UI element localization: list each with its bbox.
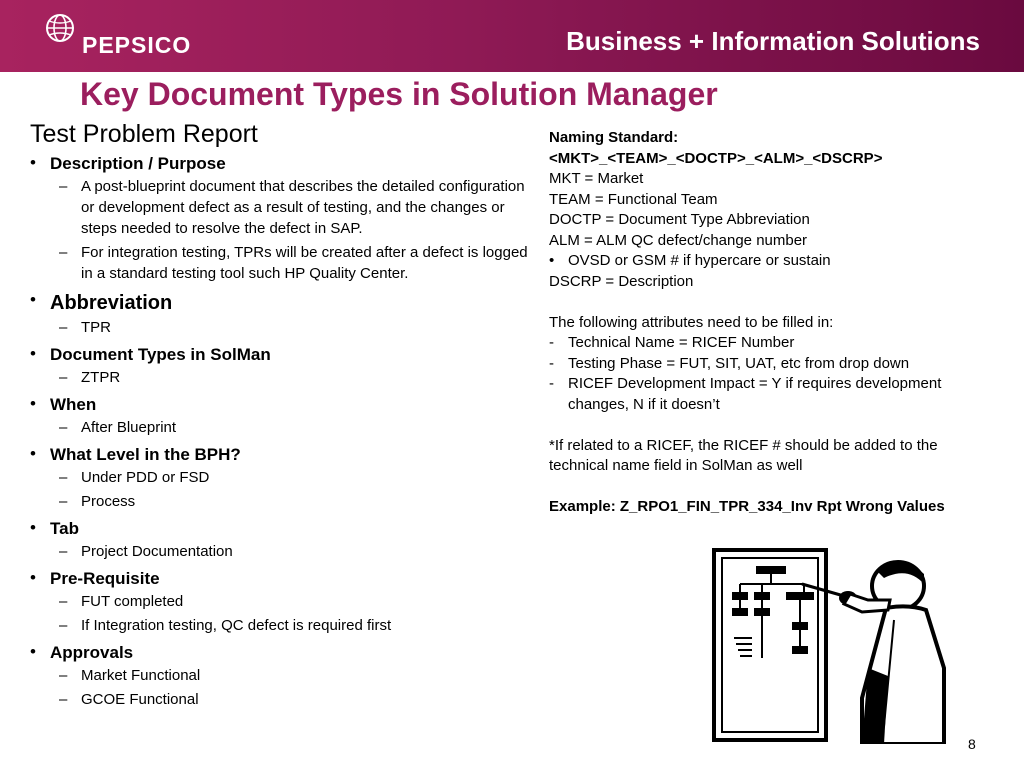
sub-item-text: Under PDD or FSD [81, 469, 210, 486]
attribute-text: Testing Phase = FUT, SIT, UAT, etc from drop down [568, 354, 910, 372]
dash-icon: – [59, 493, 68, 510]
bullet-icon: • [30, 153, 36, 172]
sub-item [50, 689, 540, 710]
sub-list [50, 176, 540, 284]
attribute-item [549, 333, 999, 354]
alm-note [549, 251, 999, 272]
list-item [30, 518, 540, 562]
list-item [30, 444, 540, 512]
alm-note-text: OVSD or GSM # if hypercare or sustain [568, 252, 831, 269]
dash-icon: – [59, 617, 68, 634]
list-item [30, 642, 540, 710]
spacer [549, 477, 999, 498]
sub-list [50, 541, 540, 562]
sub-item-text: Project Documentation [81, 543, 233, 560]
pepsico-logo [44, 12, 224, 62]
sub-item [50, 467, 540, 488]
list-item [30, 290, 540, 338]
dash-icon: – [59, 178, 68, 195]
naming-standard-panel [549, 128, 999, 518]
sub-item-text: Market Functional [81, 667, 201, 684]
dash-icon: – [59, 543, 68, 560]
sub-item-text: GCOE Functional [81, 691, 199, 708]
sub-list [50, 317, 540, 338]
bullet-heading: Approvals [50, 643, 134, 662]
bullet-icon: • [549, 252, 555, 269]
sub-item-text: FUT completed [81, 593, 184, 610]
bullet-heading: Document Types in SolMan [50, 345, 271, 364]
spacer [549, 292, 999, 313]
dash-icon: - [549, 354, 554, 372]
bullet-heading: When [50, 395, 97, 414]
sub-item [50, 367, 540, 388]
bullet-icon: • [30, 568, 36, 587]
dash-icon: – [59, 244, 68, 261]
sub-item [50, 242, 540, 284]
definition-team: TEAM = Functional Team [549, 190, 718, 208]
dash-icon: – [59, 691, 68, 708]
logo-text: PEPSICO [82, 32, 192, 58]
bullet-icon: • [30, 518, 36, 537]
bullet-heading: Abbreviation [50, 292, 173, 314]
sub-item-text: Process [81, 493, 136, 510]
bullet-icon: • [30, 642, 36, 661]
list-item [30, 394, 540, 438]
sub-list [50, 467, 540, 512]
list-item [30, 568, 540, 636]
dash-icon: – [59, 319, 68, 336]
list-item [30, 153, 540, 284]
bullet-heading: Description / Purpose [50, 154, 226, 173]
sub-item [50, 176, 540, 239]
section-heading: Test Problem Report [30, 120, 258, 148]
sub-item-text: ZTPR [81, 369, 121, 386]
sub-item [50, 665, 540, 686]
dash-icon: – [59, 593, 68, 610]
left-column [30, 120, 540, 716]
naming-pattern: <MKT>_<TEAM>_<DOCTP>_<ALM>_<DSCRP> [549, 149, 883, 167]
definition-dscrp: DSCRP = Description [549, 272, 694, 290]
presenter-flowchart-icon [712, 548, 948, 744]
sub-item [50, 615, 540, 636]
sub-item-text: If Integration testing, QC defect is required first [81, 617, 392, 634]
naming-label: Naming Standard: [549, 129, 679, 146]
bullet-heading: Pre-Requisite [50, 569, 160, 588]
sub-list [50, 367, 540, 388]
spacer [549, 415, 999, 436]
bullet-heading: What Level in the BPH? [50, 445, 241, 464]
sub-item [50, 591, 540, 612]
dash-icon: - [549, 375, 554, 392]
definition-alm: ALM = ALM QC defect/change number [549, 231, 808, 249]
header-bar [0, 0, 1024, 72]
definition-doctp: DOCTP = Document Type Abbreviation [549, 211, 810, 228]
attribute-text: Technical Name = RICEF Number [568, 334, 795, 351]
page-number: 8 [968, 736, 976, 752]
pepsico-globe-icon [44, 12, 76, 44]
bullet-icon: • [30, 344, 36, 363]
sub-list [50, 665, 540, 710]
sub-item [50, 317, 540, 338]
sub-item [50, 417, 540, 438]
example-text: Example: Z_RPO1_FIN_TPR_334_Inv Rpt Wrong Values [549, 498, 945, 515]
bullet-icon: • [30, 444, 36, 463]
sub-item [50, 491, 540, 512]
bullet-heading: Tab [50, 519, 79, 538]
sub-item-text: TPR [81, 319, 111, 336]
dash-icon: – [59, 469, 68, 486]
list-item [30, 344, 540, 388]
bullet-list [30, 153, 540, 710]
definition-mkt: MKT = Market [549, 170, 644, 187]
dash-icon: – [59, 667, 68, 684]
attributes-intro: The following attributes need to be filled in: [549, 313, 834, 331]
attribute-item [549, 374, 999, 415]
slide-title: Key Document Types in Solution Manager [80, 76, 718, 112]
sub-item-text: After Blueprint [81, 419, 177, 436]
bullet-icon: • [30, 394, 36, 413]
attribute-text: RICEF Development Impact = Y if requires development changes, N if it doesn’t [568, 375, 942, 413]
dash-icon: – [59, 419, 68, 436]
dash-icon: - [549, 334, 554, 351]
attribute-item [549, 354, 999, 375]
sub-item-text: A post-blueprint document that describes the detailed configuration or development defect as a result of testing, and the changes or steps needed to resolve the defect in SAP. [81, 178, 525, 237]
sub-item [50, 541, 540, 562]
header-title: Business + Information Solutions [566, 26, 980, 56]
sub-list [50, 417, 540, 438]
dash-icon: – [59, 369, 68, 386]
sub-item-text: For integration testing, TPRs will be created after a defect is logged in a standard testing tool such HP Quality Center. [81, 244, 528, 282]
ricef-note: *If related to a RICEF, the RICEF # should be added to the technical name field in SolMan as well [549, 436, 938, 474]
sub-list [50, 591, 540, 636]
bullet-icon: • [30, 290, 36, 309]
